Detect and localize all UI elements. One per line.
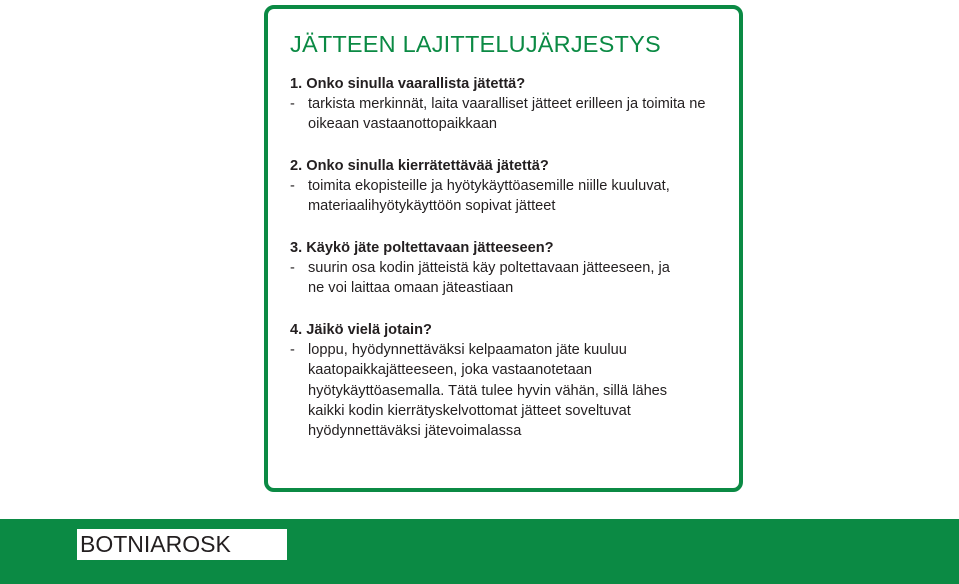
- dash-bullet: -: [290, 96, 295, 112]
- section-question: 4. Jäikö vielä jotain?: [290, 322, 432, 338]
- answer-line: kaatopaikkajätteeseen, joka vastaanotetaan: [308, 362, 592, 379]
- dash-bullet: -: [290, 260, 295, 276]
- section-question: 3. Käykö jäte poltettavaan jätteeseen?: [290, 240, 554, 256]
- card-title: JÄTTEEN LAJITTELUJÄRJESTYS: [290, 31, 661, 57]
- answer-line: oikeaan vastaanottopaikkaan: [308, 116, 498, 133]
- section-answer: [290, 176, 730, 217]
- section-remaining-waste: [290, 320, 730, 441]
- answer-line: kaikki kodin kierrätyskelvottomat jätteet soveltuvat: [308, 402, 631, 419]
- section-hazardous-waste: [290, 74, 730, 135]
- answer-line: suurin osa kodin jätteistä käy poltettavaan jätteeseen, ja: [308, 260, 670, 276]
- section-answer: [290, 258, 730, 299]
- section-answer: [290, 94, 730, 135]
- brand-name: BOTNIAROSK: [80, 531, 231, 557]
- section-question: 2. Onko sinulla kierrätettävää jätettä?: [290, 158, 549, 174]
- dash-bullet: -: [290, 342, 295, 358]
- brand-logo: [77, 529, 287, 560]
- answer-line: loppu, hyödynnettäväksi kelpaamaton jäte kuuluu: [308, 342, 627, 358]
- section-answer: [290, 340, 730, 441]
- answer-line: ne voi laittaa omaan jäteastiaan: [308, 280, 514, 297]
- section-combustible-waste: [290, 238, 730, 299]
- answer-line: materiaalihyötykäyttöön sopivat jätteet: [308, 198, 556, 215]
- section-question: 1. Onko sinulla vaarallista jätettä?: [290, 76, 526, 92]
- dash-bullet: -: [290, 178, 295, 194]
- answer-line: tarkista merkinnät, laita vaaralliset jätteet erilleen ja toimita ne: [308, 96, 706, 112]
- answer-line: hyötykäyttöasemalla. Tätä tulee hyvin vähän, sillä lähes: [308, 382, 668, 399]
- answer-line: toimita ekopisteille ja hyötykäyttöasemille niille kuuluvat,: [308, 178, 670, 194]
- answer-line: hyödynnettäväksi jätevoimalassa: [308, 423, 522, 440]
- section-recyclable-waste: [290, 156, 730, 217]
